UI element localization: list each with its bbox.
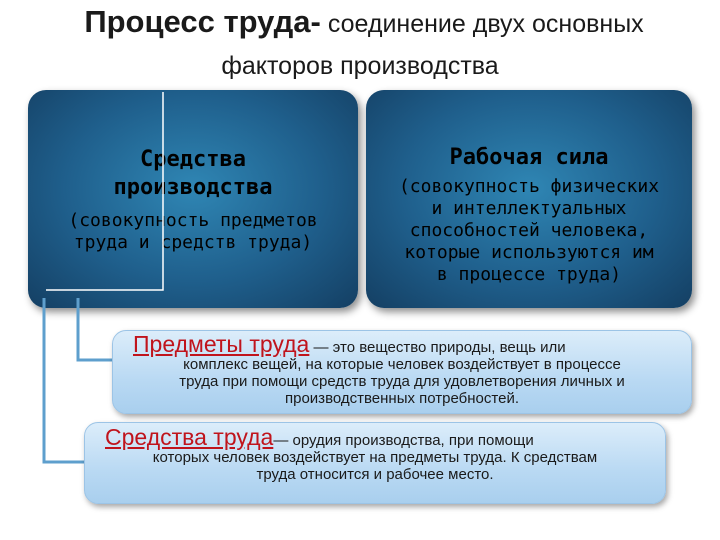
page-title — [14, 4, 714, 46]
text-line: которых человек воздействует на предметы труда. К средствам — [152, 449, 598, 466]
title-line1: соединение двух основных — [320, 10, 644, 38]
objects-of-labor-box — [112, 330, 692, 414]
text-line: труда относится и рабочее место. — [256, 466, 494, 483]
heading-line: производства — [113, 175, 273, 200]
labor-force-heading: Рабочая сила — [449, 145, 609, 170]
text-line: — орудия производства, при помощи — [273, 432, 534, 449]
means-of-labor-term: Средства труда — [105, 424, 274, 450]
means-of-production-heading — [28, 146, 358, 202]
text-line: — это вещество природы, вещь или — [309, 339, 566, 356]
text-line: и интеллектуальных — [431, 198, 627, 219]
title-line2: факторов производства — [221, 52, 499, 80]
labor-force-text — [366, 176, 692, 286]
text-line: способностей человека, — [409, 220, 649, 241]
means-first-line — [85, 424, 665, 450]
heading-line: Средства — [140, 147, 246, 172]
connector-to-means — [44, 298, 86, 462]
objects-first-line — [113, 331, 691, 357]
means-of-production-text — [28, 210, 358, 254]
text-line: в процессе труда) — [436, 264, 622, 285]
objects-of-labor-term: Предметы труда — [133, 331, 310, 357]
text-line: труда при помощи средств труда для удовлетворения личных и — [179, 373, 625, 390]
text-line: производственных потребностей. — [285, 390, 519, 407]
labor-force-box — [366, 90, 692, 308]
title-bold: Процесс труда- — [84, 4, 321, 39]
text-line: (совокупность предметов — [68, 210, 318, 231]
means-of-labor-box — [84, 422, 666, 504]
text-line: (совокупность физических — [398, 176, 660, 197]
text-line: которые используются им — [404, 242, 654, 263]
text-line: труда и средств труда) — [73, 232, 313, 253]
means-of-production-box — [28, 90, 358, 308]
text-line: комплекс вещей, на которые человек воздействует в процессе — [183, 356, 621, 373]
